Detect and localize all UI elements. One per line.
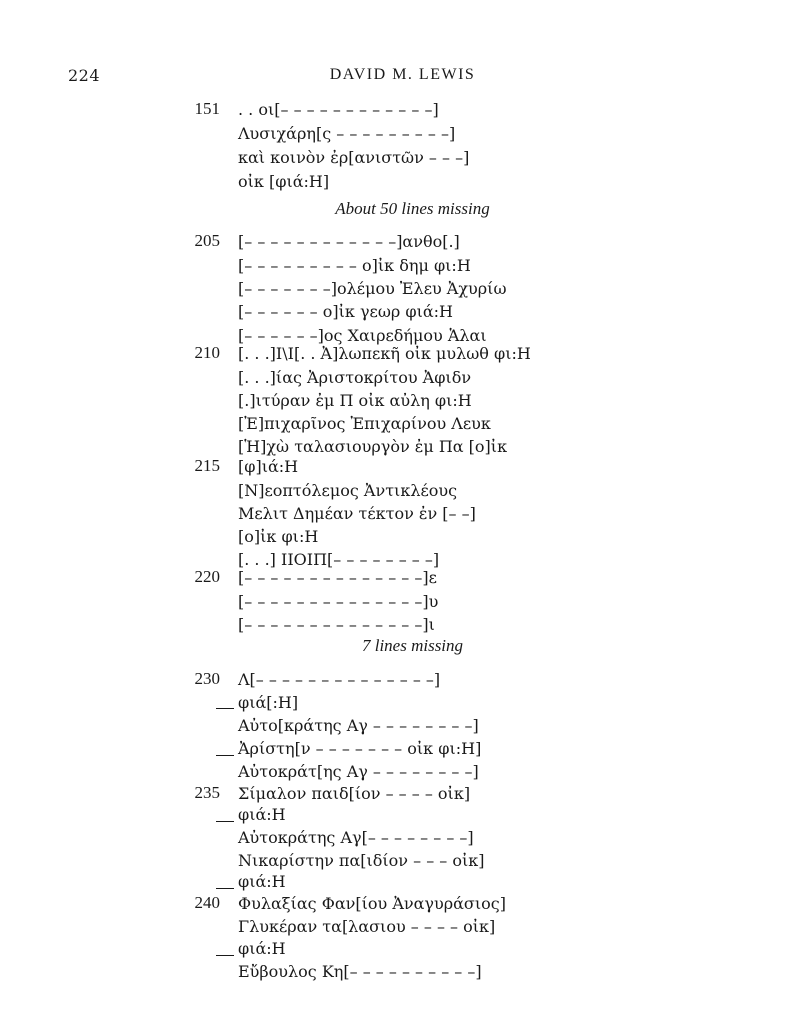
inscription-line: φιά:Η xyxy=(238,805,286,824)
inscription-line: [– – – – – – – – – – – –]ανθο[.] xyxy=(238,232,460,251)
line-number: 220 xyxy=(194,567,220,586)
inscription-line: [φ]ιά:Η xyxy=(238,457,299,476)
line-tick xyxy=(216,888,234,889)
lacuna-note: About 50 lines missing xyxy=(335,199,490,218)
inscription-line: Αὐτοκράτ[ης Αγ – – – – – – – –] xyxy=(238,762,479,781)
inscription-line: φιά:Η xyxy=(238,939,286,958)
inscription-line: Γλυκέραν τα[λασιου – – – – οἰκ] xyxy=(238,917,496,936)
inscription-line: οἰκ [φιά:Η] xyxy=(238,172,330,191)
inscription-line: [ο]ἰκ φι:Η xyxy=(238,527,319,546)
inscription-line: [– – – – – – –]ολέμου Ἐλευ Ἀχυρίω xyxy=(238,279,507,298)
line-number: 151 xyxy=(194,99,220,118)
inscription-line: Ἀρίστη[ν – – – – – – – οἰκ φι:Η] xyxy=(238,739,482,758)
inscription-line: Αὐτοκράτης Αγ[– – – – – – – –] xyxy=(238,828,474,847)
lacuna-note: 7 lines missing xyxy=(361,636,464,655)
line-tick xyxy=(216,821,234,822)
page-number: 224 xyxy=(68,66,101,85)
line-number: 215 xyxy=(194,456,220,475)
inscription-line: [.]ιτύραν ἐμ Π οἰκ αὐλη φι:Η xyxy=(238,391,472,410)
inscription-line: Νικαρίστην πα[ιδίον – – – οἰκ] xyxy=(238,851,485,870)
line-number: 240 xyxy=(194,893,220,912)
inscription-line: [– – – – – – – – – ο]ἰκ δημ φι:Η xyxy=(238,256,471,275)
line-number: 205 xyxy=(194,231,220,250)
inscription-line: φιά[:Η] xyxy=(238,693,299,712)
inscription-line: καὶ κοινὸν ἐρ[ανιστῶν – – –] xyxy=(238,148,470,167)
inscription-line: [– – – – – – – – – – – – – –]ε xyxy=(238,568,437,587)
inscription-line: Φυλαξίας Φαν[ίου Ἀναγυράσιος] xyxy=(238,894,506,913)
line-number: 210 xyxy=(194,343,220,362)
inscription-line: Εὔβουλος Κη[– – – – – – – – – –] xyxy=(238,962,482,981)
running-head: DAVID M. LEWIS xyxy=(329,66,476,83)
inscription-line: [– – – – – – ο]ἰκ γεωρ φιά:Η xyxy=(238,302,454,321)
line-number: 230 xyxy=(194,669,220,688)
inscription-line: [. . .] ΙΙΟΙΠ[– – – – – – – –] xyxy=(238,550,440,569)
line-tick xyxy=(216,708,234,709)
line-tick xyxy=(216,955,234,956)
inscription-line: Αὐτο[κράτης Αγ – – – – – – – –] xyxy=(238,716,479,735)
inscription-line: [– – – – – – – – – – – – – –]υ xyxy=(238,592,439,611)
inscription-line: Σίμαλον παιδ[ίον – – – – οἰκ] xyxy=(238,784,471,803)
inscription-line: [– – – – – –]ος Χαιρεδήμου Ἁλαι xyxy=(238,326,487,345)
inscription-line: [. . .]ίας Ἀριστοκρίτου Ἀφιδν xyxy=(238,368,472,387)
inscription-line: φιά:Η xyxy=(238,872,286,891)
inscription-line: [– – – – – – – – – – – – – –]ι xyxy=(238,615,435,634)
line-number: 235 xyxy=(194,783,220,802)
inscription-line: . . οι[– – – – – – – – – – – –] xyxy=(238,100,439,119)
line-tick xyxy=(216,755,234,756)
inscription-line: [Ἡ]χὼ ταλασιουργὸν ἐμ Πα [ο]ἰκ xyxy=(238,437,508,456)
inscription-line: [Ἐ]πιχαρῖνος Ἐπιχαρίνου Λευκ xyxy=(238,414,491,433)
inscription-line: Λυσιχάρη[ς – – – – – – – – –] xyxy=(238,124,456,143)
inscription-line: Μελιτ Δημέαν τέκτον ἐν [– –] xyxy=(238,504,476,523)
inscription-line: Λ[– – – – – – – – – – – – – –] xyxy=(238,670,441,689)
inscription-line: [. . .]Ι\Ι[. . Ἀ]λωπεκῆ οἰκ μυλωθ φι:Η xyxy=(238,344,531,363)
inscription-line: [Ν]εοπτόλεμος Ἀντικλέους xyxy=(238,481,458,500)
